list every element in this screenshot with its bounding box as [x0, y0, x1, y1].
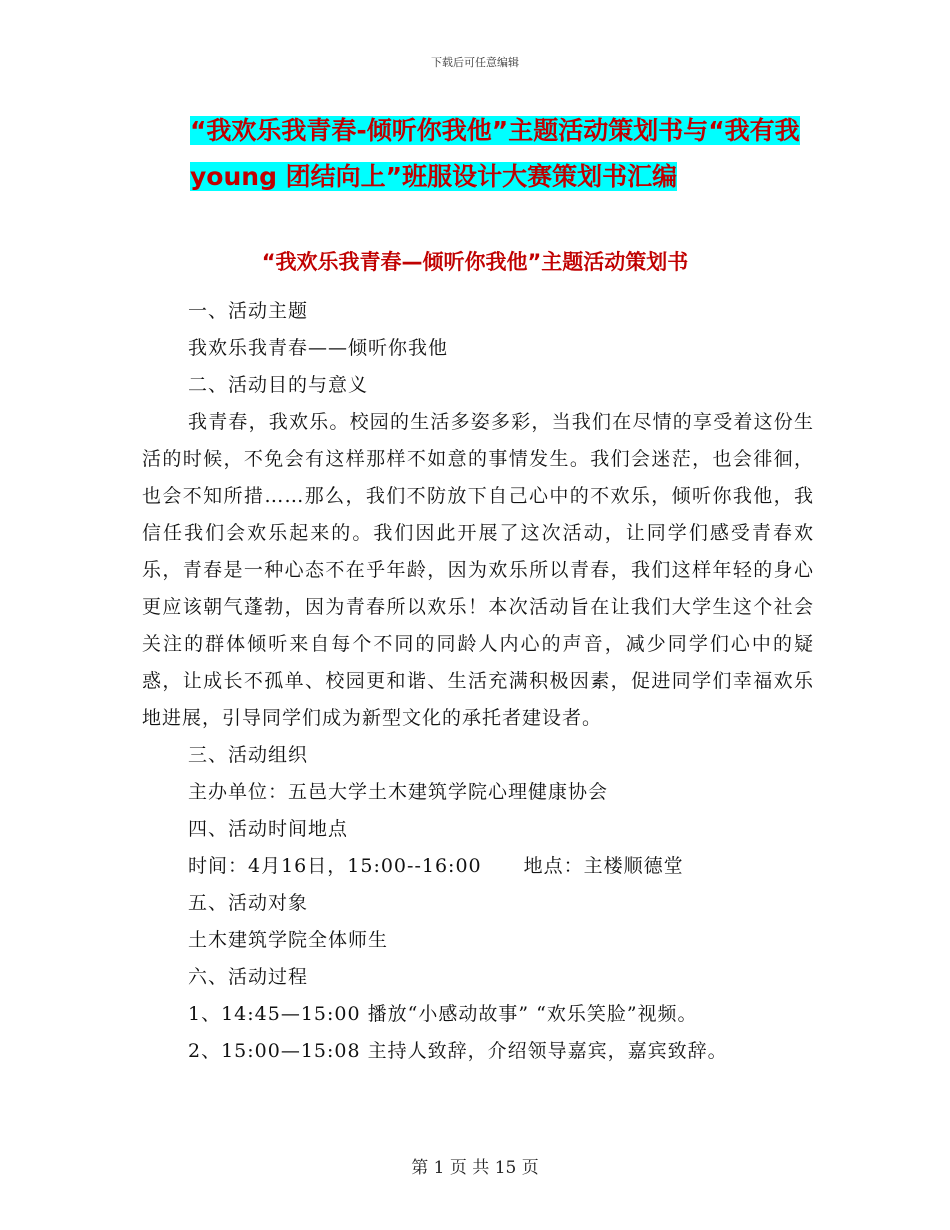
- activity-theme-text: 我欢乐我青春——倾听你我他: [188, 337, 449, 359]
- document-body: [142, 293, 814, 1070]
- document-title: [190, 108, 830, 200]
- purpose-paragraph: 我青春，我欢乐。校园的生活多姿多彩，当我们在尽情的享受着这份生活的时候，不免会有这样那样不如意的事情发生。我们会迷茫，也会徘徊，也会不知所措……那么，我们不防放下自己心中的不欢乐，倾听你我他，我信任我们会欢乐起来的。我们因此开展了这次活动，让同学们感受青春欢乐，青春是一种心态不在乎年龄，因为欢乐所以青春，我们这样年轻的身心更应该朝气蓬勃，因为青春所以欢乐！本次活动旨在让我们大学生这个社会关注的群体倾听来自每个不同的同龄人内心的声音，减少同学们心中的疑惑，让成长不孤单、校园更和谐、生活充满积极因素，促进同学们幸福欢乐地进展，引导同学们成为新型文化的承托者建设者。: [142, 411, 814, 729]
- page-number: 第 1 页 共 15 页: [411, 1158, 539, 1178]
- time-place-line: [142, 848, 814, 885]
- organizer-text: 主办单位：五邑大学土木建筑学院心理健康协会: [188, 781, 609, 803]
- process-item-1: 1、14:45—15:00 播放“小感动故事” “欢乐笑脸”视频。: [188, 1003, 698, 1025]
- time-text: 时间：4月16日，15:00--16:00: [188, 855, 482, 877]
- heading-activity-theme: 一、活动主题: [188, 300, 309, 322]
- document-title-text: “我欢乐我青春-倾听你我他”主题活动策划书与“我有我young 团结向上”班服设计大赛策划书汇编: [190, 116, 800, 191]
- heading-purpose: 二、活动目的与意义: [188, 374, 369, 396]
- place-text: 地点：主楼顺德堂: [523, 855, 684, 877]
- heading-organization: 三、活动组织: [188, 744, 309, 766]
- audience-text: 土木建筑学院全体师生: [188, 929, 389, 951]
- process-item-2: 2、15:00—15:08 主持人致辞，介绍领导嘉宾，嘉宾致辞。: [188, 1040, 728, 1062]
- heading-time-place: 四、活动时间地点: [188, 818, 349, 840]
- heading-process: 六、活动过程: [188, 966, 309, 988]
- heading-audience: 五、活动对象: [188, 892, 309, 914]
- page-header: 下载后可任意编辑: [431, 56, 519, 69]
- section-title: “我欢乐我青春—倾听你我他”主题活动策划书: [261, 250, 689, 274]
